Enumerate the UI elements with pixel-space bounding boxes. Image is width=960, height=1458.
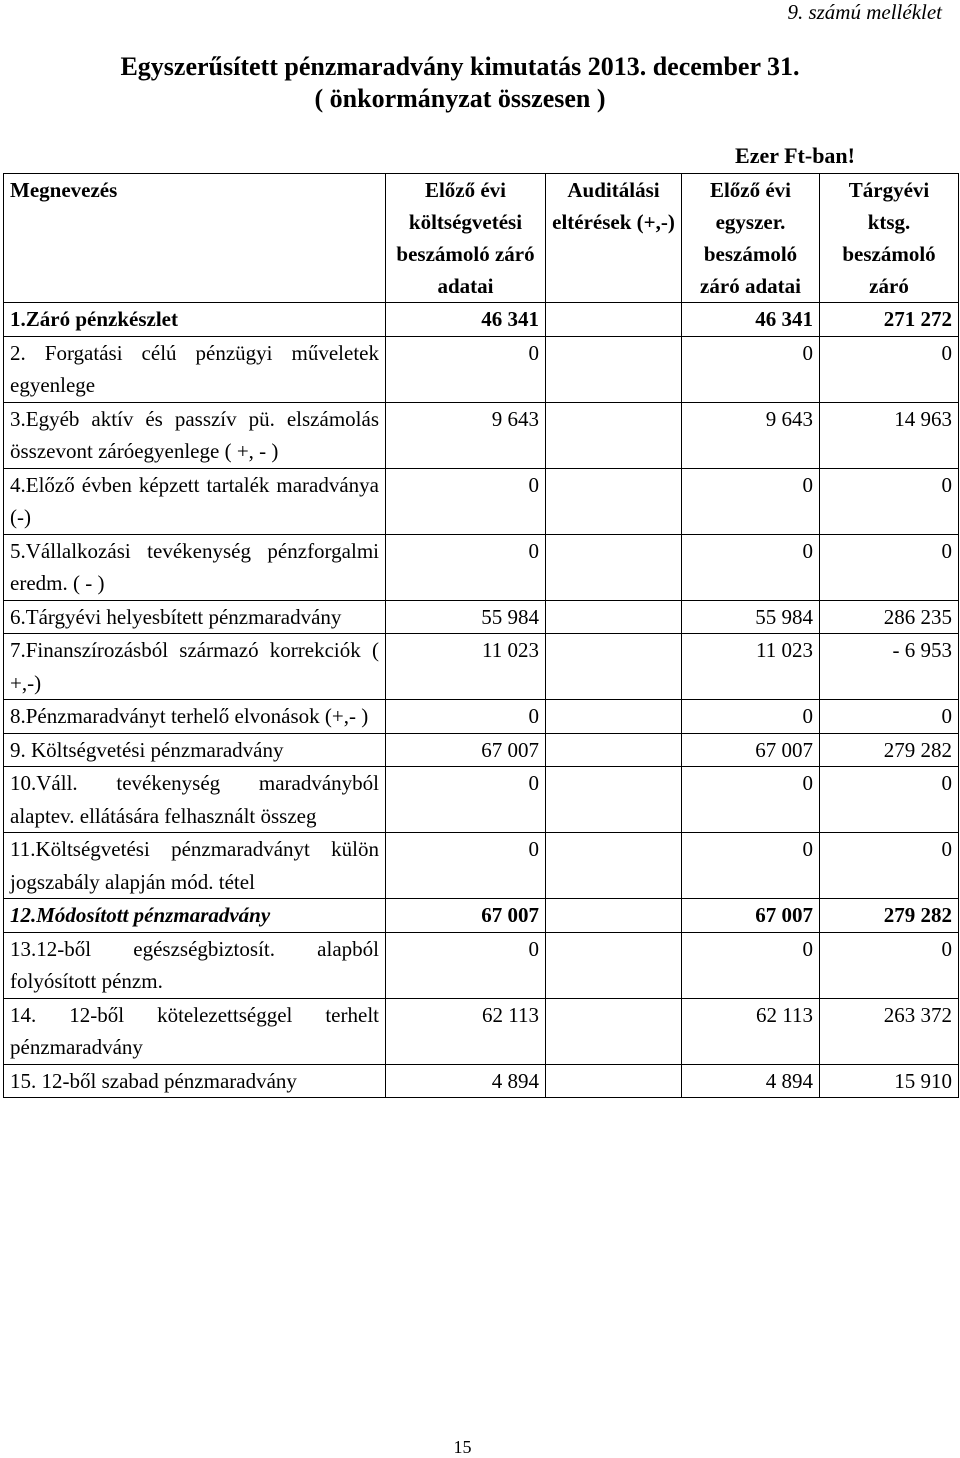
row-name: 10.Váll. tevékenység maradványból alaptev. ellátására felhasznált összeg <box>4 767 386 833</box>
row-audit <box>546 303 682 337</box>
row-audit <box>546 634 682 700</box>
row-prev-simpl: 46 341 <box>682 303 820 337</box>
row-prev-budget: 0 <box>386 767 546 833</box>
row-prev-budget: 67 007 <box>386 733 546 767</box>
row-audit <box>546 932 682 998</box>
header-audit: Auditálási eltérések (+,-) <box>546 174 682 303</box>
row-prev-budget: 0 <box>386 700 546 734</box>
row-audit <box>546 336 682 402</box>
row-name: 2. Forgatási célú pénzügyi műveletek egyenlege <box>4 336 386 402</box>
row-name: 11.Költségvetési pénzmaradványt külön jogszabály alapján mód. tétel <box>4 833 386 899</box>
row-current: 279 282 <box>820 733 959 767</box>
table-header-row <box>4 174 959 303</box>
row-prev-simpl: 0 <box>682 833 820 899</box>
row-current: 0 <box>820 468 959 534</box>
row-current: 271 272 <box>820 303 959 337</box>
row-current: 0 <box>820 336 959 402</box>
row-prev-budget: 11 023 <box>386 634 546 700</box>
row-current: 0 <box>820 932 959 998</box>
row-current: 286 235 <box>820 600 959 634</box>
row-name: 5.Vállalkozási tevékenység pénzforgalmi eredm. ( - ) <box>4 534 386 600</box>
row-current: - 6 953 <box>820 634 959 700</box>
table-row <box>4 468 959 534</box>
row-prev-simpl: 0 <box>682 700 820 734</box>
row-prev-simpl: 62 113 <box>682 998 820 1064</box>
row-name: 9. Költségvetési pénzmaradvány <box>4 733 386 767</box>
row-current: 0 <box>820 700 959 734</box>
row-audit <box>546 402 682 468</box>
row-current: 14 963 <box>820 402 959 468</box>
row-current: 0 <box>820 534 959 600</box>
row-current: 0 <box>820 767 959 833</box>
row-current: 279 282 <box>820 899 959 933</box>
table-row <box>4 336 959 402</box>
document-title: Egyszerűsített pénzmaradvány kimutatás 2013. december 31. <box>120 52 800 81</box>
header-prev-budget: Előző évi költségvetési beszámoló záró adatai <box>386 174 546 303</box>
row-prev-simpl: 0 <box>682 468 820 534</box>
row-audit <box>546 1064 682 1098</box>
row-prev-simpl: 55 984 <box>682 600 820 634</box>
table-row <box>4 1064 959 1098</box>
table-row <box>4 534 959 600</box>
row-current: 263 372 <box>820 998 959 1064</box>
row-prev-simpl: 0 <box>682 534 820 600</box>
row-name: 6.Tárgyévi helyesbített pénzmaradvány <box>4 600 386 634</box>
row-audit <box>546 600 682 634</box>
row-name: 3.Egyéb aktív és passzív pü. elszámolás összevont záróegyenlege ( +, - ) <box>4 402 386 468</box>
row-prev-budget: 55 984 <box>386 600 546 634</box>
row-name: 8.Pénzmaradványt terhelő elvonások (+,- ) <box>4 700 386 734</box>
table-row <box>4 303 959 337</box>
row-name: 4.Előző évben képzett tartalék maradványa (-) <box>4 468 386 534</box>
row-name: 14. 12-ből kötelezettséggel terhelt pénzmaradvány <box>4 998 386 1064</box>
row-current: 0 <box>820 833 959 899</box>
row-audit <box>546 833 682 899</box>
row-prev-budget: 0 <box>386 336 546 402</box>
table-row <box>4 402 959 468</box>
annex-label: 9. számú melléklet <box>787 0 942 24</box>
row-prev-simpl: 9 643 <box>682 402 820 468</box>
row-prev-simpl: 11 023 <box>682 634 820 700</box>
header-name: Megnevezés <box>4 174 386 303</box>
row-prev-budget: 0 <box>386 932 546 998</box>
table-row <box>4 899 959 933</box>
document-subtitle: ( önkormányzat összesen ) <box>314 84 606 113</box>
row-audit <box>546 534 682 600</box>
row-prev-budget: 0 <box>386 468 546 534</box>
row-name: 12.Módosított pénzmaradvány <box>4 899 386 933</box>
row-prev-budget: 0 <box>386 534 546 600</box>
row-prev-budget: 67 007 <box>386 899 546 933</box>
row-prev-simpl: 67 007 <box>682 733 820 767</box>
row-prev-budget: 62 113 <box>386 998 546 1064</box>
row-name: 7.Finanszírozásból származó korrekciók ( +,-) <box>4 634 386 700</box>
row-audit <box>546 700 682 734</box>
remainder-table <box>3 173 959 1098</box>
header-current: Tárgyévi ktsg. beszámoló záró <box>820 174 959 303</box>
table-row <box>4 600 959 634</box>
row-current: 15 910 <box>820 1064 959 1098</box>
row-prev-budget: 4 894 <box>386 1064 546 1098</box>
row-audit <box>546 767 682 833</box>
row-audit <box>546 899 682 933</box>
row-audit <box>546 468 682 534</box>
row-prev-simpl: 67 007 <box>682 899 820 933</box>
row-prev-simpl: 0 <box>682 767 820 833</box>
row-audit <box>546 998 682 1064</box>
row-name: 15. 12-ből szabad pénzmaradvány <box>4 1064 386 1098</box>
table-row <box>4 634 959 700</box>
table-row <box>4 700 959 734</box>
table-row <box>4 733 959 767</box>
row-prev-simpl: 0 <box>682 336 820 402</box>
unit-label: Ezer Ft-ban! <box>735 143 855 168</box>
table-row <box>4 998 959 1064</box>
row-prev-budget: 0 <box>386 833 546 899</box>
header-prev-simpl: Előző évi egyszer. beszámoló záró adatai <box>682 174 820 303</box>
table-row <box>4 833 959 899</box>
row-prev-budget: 46 341 <box>386 303 546 337</box>
row-name: 13.12-ből egészségbiztosít. alapból folyósított pénzm. <box>4 932 386 998</box>
table-row <box>4 767 959 833</box>
table-row <box>4 932 959 998</box>
row-prev-simpl: 0 <box>682 932 820 998</box>
row-name: 1.Záró pénzkészlet <box>4 303 386 337</box>
page-number: 15 <box>453 1437 472 1457</box>
row-prev-simpl: 4 894 <box>682 1064 820 1098</box>
row-prev-budget: 9 643 <box>386 402 546 468</box>
row-audit <box>546 733 682 767</box>
